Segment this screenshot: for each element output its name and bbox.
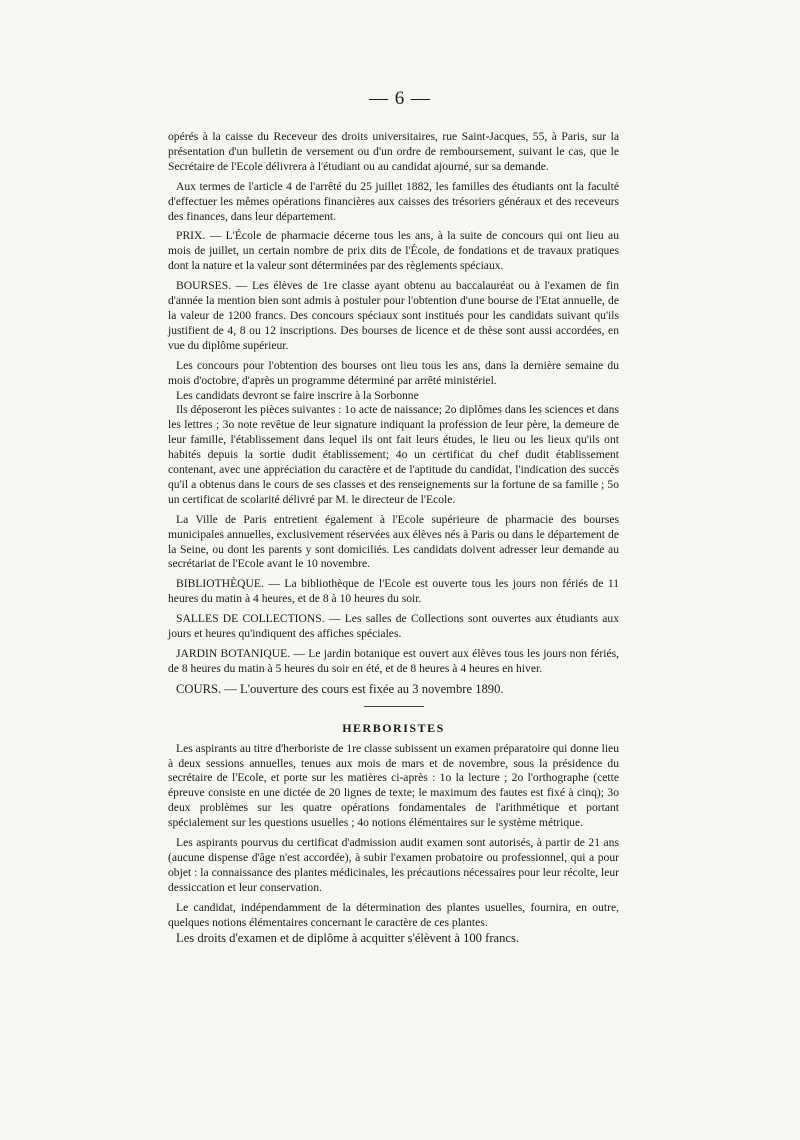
page-number: — 6 — — [369, 88, 431, 109]
paragraph-cours: COURS. — L'ouverture des cours est fixée au 3 novembre 1890. — [176, 681, 504, 696]
paragraph: Aux termes de l'article 4 de l'arrêté du 25 juillet 1882, les familles des étudiants ont la faculté d'effectuer les mêmes opérations financières aux caisses des trésoriers généraux et des receveurs des finances, dans leur département. — [168, 179, 619, 223]
paragraph: Les aspirants au titre d'herboriste de 1re classe subissent un examen préparatoire qui donne lieu à deux sessions annuelles, tenues aux mois de mars et de novembre, sous la présidence du secrétaire de l'Ecole, et porte sur les matières ci-après : 1o la lecture ; 2o l'orthographe (cette épreuve consiste en une dictée de 20 lignes de texte; le maximum des fautes est fixé à cinq); 3o deux problèmes sur les quatre opérations fondamentales de l'arithmétique et portant spécialement sur les questions usuelles ; 4o notions élémentaires sur le système métrique. — [168, 741, 619, 830]
paragraph: Le candidat, indépendamment de la détermination des plantes usuelles, fournira, en outre, quelques notions élémentaires concernant le caractère de ces plantes. — [168, 900, 619, 929]
divider — [364, 706, 424, 707]
paragraph: La Ville de Paris entretient également à l'Ecole supérieure de pharmacie des bourses municipales annuelles, exclusivement réservées aux élèves nés à Paris ou dans le département de la Seine, ou dont les parents y sont domiciliés. Les candidats doivent adresser leur demande au secrétariat de l'Ecole avant le 10 novembre. — [168, 512, 619, 571]
body-text — [168, 130, 619, 950]
paragraph: opérés à la caisse du Receveur des droits universitaires, rue Saint-Jacques, 55, à Paris, sur la présentation d'un bulletin de versement ou d'un ordre de remboursement, suivant le cas, que le Secrétaire de l'Ecole délivrera à l'étudiant ou au candidat ajourné, sur sa demande. — [168, 130, 619, 173]
paragraph-bibliotheque: BIBLIOTHÈQUE. — La bibliothèque de l'Ecole est ouverte tous les jours non fériés de 11 heures du matin à 4 heures, et de 8 à 10 heures du soir. — [168, 577, 619, 606]
section-heading: HERBORISTES — [342, 720, 445, 735]
paragraph-jardin: JARDIN BOTANIQUE. — Le jardin botanique est ouvert aux élèves tous les jours non fériés, de 8 heures du matin à 5 heures du soir en été, et de 8 heures à 4 heures en hiver. — [168, 647, 619, 675]
paragraph: Les concours pour l'obtention des bourses ont lieu tous les ans, dans la dernière semaine du mois d'octobre, d'après un programme déterminé par arrêté ministériel. — [168, 358, 619, 387]
paragraph: Les aspirants pourvus du certificat d'admission audit examen sont autorisés, à partir de 21 ans (aucune dispense d'âge n'est accordée), à subir l'examen probatoire ou professionnel, qui a pour objet : la connaissance des plantes médicinales, les précautions nécessaires pour leur récolte, leur dessiccation et leur conservation. — [168, 836, 619, 894]
paragraph-prix: PRIX. — L'École de pharmacie décerne tous les ans, à la suite de concours qui ont lieu au mois de juillet, un certain nombre de prix dits de l'École, de fondations et de travaux pratiques dont la nature et la valeur sont déterminées par des règlements spéciaux. — [168, 229, 619, 273]
paragraph-bourses: BOURSES. — Les élèves de 1re classe ayant obtenu au baccalauréat ou à l'examen de fin d'année la mention bien sont admis à postuler pour l'obtention d'une bourse de l'Etat annuelle, de la valeur de 1200 francs. Des concours spéciaux sont institués pour les candidats suivant qu'ils justifient de 4, 8 ou 12 inscriptions. Des bourses de licence et de thèse sont aussi accordées, en vue du diplôme supérieur. — [168, 279, 619, 352]
paragraph: Les candidats devront se faire inscrire à la Sorbonne — [176, 388, 419, 402]
paragraph-salles: SALLES DE COLLECTIONS. — Les salles de Collections sont ouvertes aux étudiants aux jours et heures qu'indiquent des affiches spéciales. — [168, 612, 619, 641]
paragraph: Ils déposeront les pièces suivantes : 1o acte de naissance; 2o diplômes dans les sciences et dans les lettres ; 3o note revêtue de leur signature indiquant la profession de leur père, la demeure de leur famille, l'établissement dans lequel ils ont fait leurs études, le lieu ou les lieux qu'ils ont habités depuis la sortie dudit établissement; 4o un certificat du chef dudit établissement contenant, avec une appréciation du caractère et de l'aptitude du candidat, l'indication des succès qu'il a obtenus dans le cours de ses classes et des renseignements sur la fortune de sa famille ; 5o un certificat de scolarité délivré par M. le directeur de l'Ecole. — [168, 403, 619, 506]
paragraph: Les droits d'examen et de diplôme à acquitter s'élèvent à 100 francs. — [176, 930, 520, 945]
